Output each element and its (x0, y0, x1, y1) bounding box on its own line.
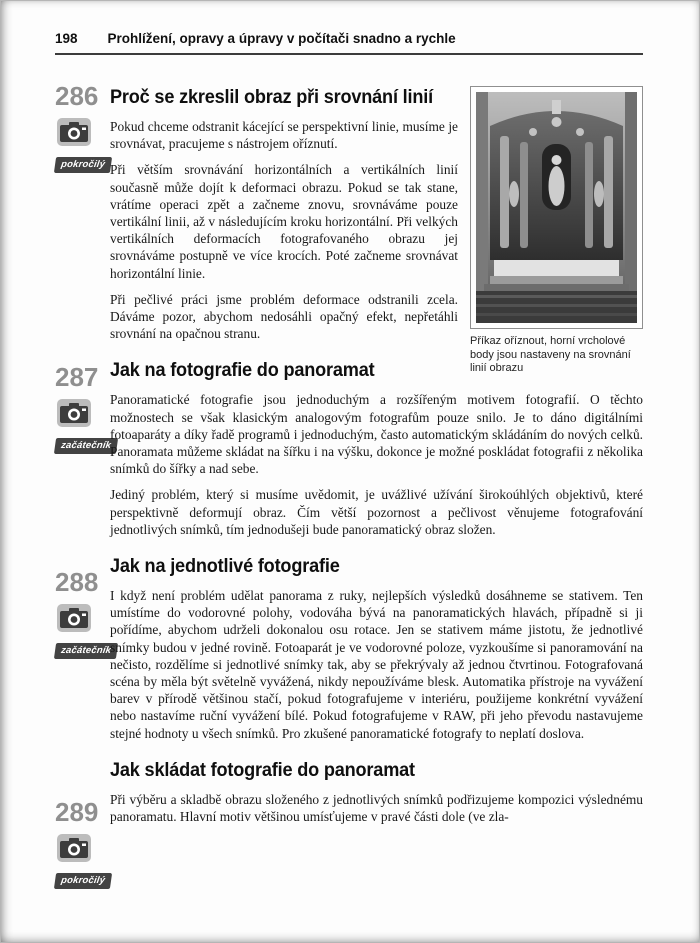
camera-icon (56, 833, 92, 868)
level-badge: pokročilý (54, 157, 112, 173)
paragraph: Při větším srovnávání horizontálních a vertikálních linií současně může dojít k deformaci obrazu. Pokud se tak stane, vrátíme operaci zpět a začneme znovu, srovnáváme pouze vertikální linii, až v následujícím kroku horizontální. Při velkých vertikálních deformacích fotografovaného obrazu jej srovnáváme postupně ve více krocích. Poté začneme srovnávat horizontální linie. (110, 162, 458, 281)
paragraph: Jediný problém, který si musíme uvědomit, je uvážlivé užívání širokoúhlých objektivů, které perspektivně deformují obraz. Čím větší pozornost a pečlivost věnujeme fotografování jednotlivých snímků, tím jednodušeji bude panoramatický obraz složen. (110, 487, 643, 537)
paragraph: Při pečlivé práci jsme problém deformace odstranili zcela. Dáváme pozor, abychom nedosáhli opačný efekt, nepřetáhli srovnání na opačnou stranu. (110, 291, 458, 342)
paragraph: I když není problém udělat panorama z ruky, nejlepších výsledků dosáhneme se stativem. Ten umístíme do vodorovné polohy, vodováha bývá na panoramatických hlavách, případně si ji pořídíme, abychom udrželi dokonalou osu rotace. Jen se stativem máme jistotu, že jednotlivé snímky budou v jedné rovině. Fotoaparát je ve vodorovné poloze, vyzkoušíme si panoramování na nečisto, rozdělíme si jednotlivé snímky tak, aby se překrývaly až jednou čtvrtinou. Fotografovaná scéna by měla být světelně vyvážená, nikdy nepoužíváme blesk. Automatika přístroje na vyvážení barev v přírodě většinou stačí, pokud fotografujeme v interiéru, použijeme konkrétní vyvážení nebo nastavíme ruční vyvážení bílé. Pokud fotografujeme v RAW, při jeho převodu nastavujeme stejné hodnoty u všech snímků. Pro zkušené panoramatické fotografy to neplatí doslova. (110, 588, 643, 741)
tip-title-287: Jak na fotografie do panoramat (110, 359, 375, 382)
page-content (107, 0, 643, 825)
camera-icon (56, 603, 92, 638)
camera-icon (56, 398, 92, 433)
tip-number: 287 (55, 362, 99, 392)
tip-title-288: Jak na jednotlivé fotografie (110, 555, 340, 578)
tip-gutter-289 (55, 799, 107, 889)
altar-photo (470, 86, 643, 329)
tip-title-289: Jak skládat fotografie do panoramat (110, 758, 415, 781)
camera-icon (56, 117, 92, 152)
figure-caption: Příkaz oříznout, horní vrcholové body jsou nastaveny na srovnání linií obrazu (470, 335, 631, 374)
tip-gutter-286 (55, 83, 107, 173)
tip-number: 289 (55, 797, 99, 827)
level-badge: pokročilý (54, 873, 112, 889)
tip-number: 288 (55, 567, 99, 597)
level-badge: začátečník (54, 643, 118, 659)
level-badge: začátečník (54, 438, 118, 454)
tip-number: 286 (55, 81, 99, 111)
page-number: 198 (55, 31, 78, 46)
running-head-title: Prohlížení, opravy a úpravy v počítači snadno a rychle (107, 31, 456, 46)
altar-figure (470, 86, 643, 376)
paragraph: Panoramatické fotografie jsou jednoduchým a rozšířeným motivem fotografií. O těchto možnostech se však klasickým analogovým fotografům pouze snilo. Je to dáno digitálními fotoaparáty a díky řadě programů i jednoduchým, často automatickým skládáním do nových celků. Panoramata můžeme skládat na šířku i na výšku, dokonce je možné poskládat fotografii z několika snímků do šířky a nad sebe. (110, 392, 643, 477)
paragraph: Při výběru a skladbě obrazu složeného z jednotlivých snímků podřizujeme kompozici výslednému panoramatu. Hlavní motiv většinou umísťujeme v pravé části dole (ve zla- (110, 791, 643, 825)
altar-photo-image (476, 92, 637, 323)
tip-title-286: Proč se zkreslil obraz při srovnání linií (110, 86, 433, 108)
tip-gutter-287 (55, 362, 112, 454)
tip-gutter-288 (55, 567, 112, 659)
paragraph: Pokud chceme odstranit kácející se perspektivní linie, musíme je srovnávat, pracujeme s nástrojem oříznutí. (110, 119, 458, 152)
